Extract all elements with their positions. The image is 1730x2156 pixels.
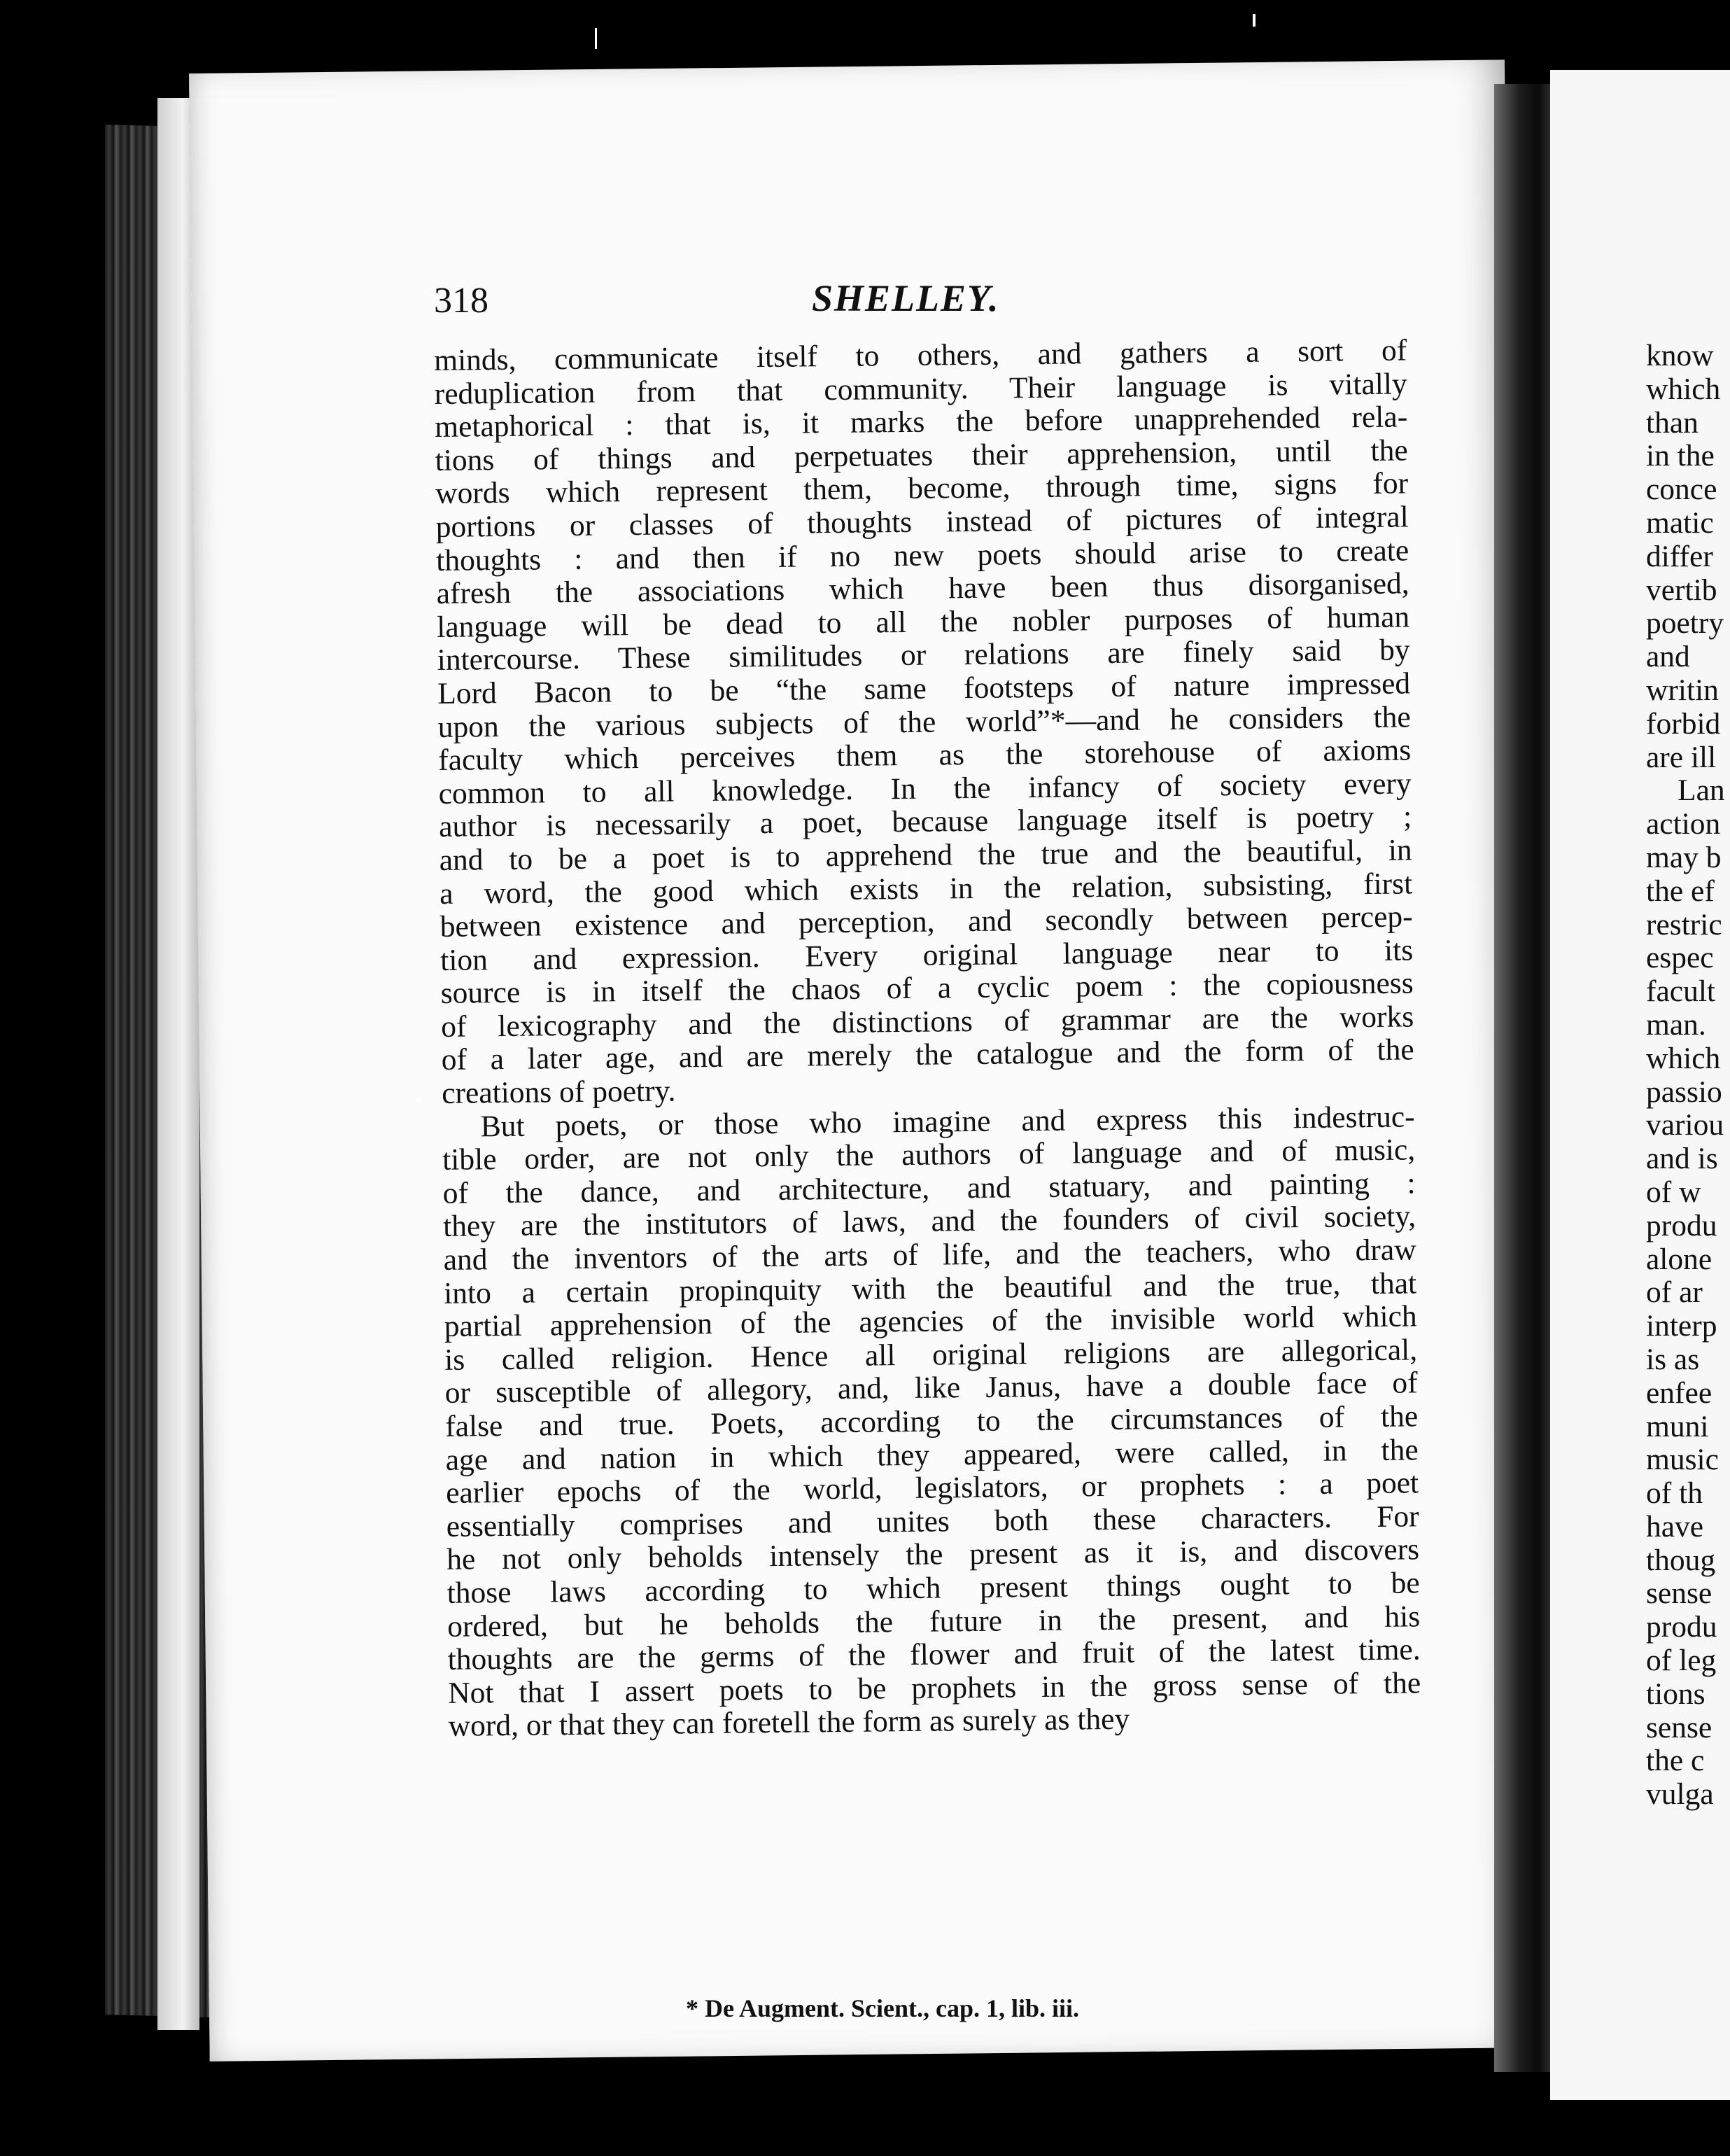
scan-speck (1253, 14, 1256, 27)
text-line: words which represent them, become, through time, signs for (435, 466, 1409, 511)
facing-page-line: of leg (1646, 1644, 1717, 1678)
text-line: tions of things and perpetuates their apprehension, until the (435, 433, 1408, 477)
facing-page-line: produ (1646, 1610, 1717, 1644)
facing-page-line: produ (1646, 1208, 1717, 1242)
facing-page-line: the ef (1646, 874, 1715, 908)
facing-page-line: interp (1646, 1309, 1717, 1343)
text-line: afresh the associations which have been thus disorganised, (436, 566, 1409, 611)
facing-page-line: passio (1646, 1074, 1722, 1109)
facing-page-line: in the (1646, 439, 1715, 473)
text-line: tion and expression. Every original language near to its (439, 933, 1414, 977)
scan-speck (595, 28, 597, 49)
facing-page-line: may b (1646, 840, 1722, 874)
text-line: Not that I assert poets to be prophets in the gross sense of the (447, 1666, 1421, 1710)
facing-page-line: sense (1646, 1576, 1713, 1611)
text-line: is called religion. Hence all original religions are allegorical, (444, 1333, 1418, 1377)
scan-speck (417, 1098, 421, 1102)
text-line: partial apprehension of the agencies of the invisible world which (444, 1299, 1417, 1344)
text-line: thoughts are the germs of the flower and fruit of the latest time. (447, 1632, 1421, 1677)
text-line: minds, communicate itself to others, and gathers a sort of (433, 333, 1407, 377)
facing-page-line: variou (1646, 1108, 1724, 1142)
facing-page-line: muni (1646, 1409, 1709, 1443)
text-line: those laws according to which present things ought to be (446, 1566, 1420, 1610)
text-line: reduplication from that community. Their language is vitally (434, 367, 1407, 411)
text-line: metaphorical : that is, it marks the before unapprehended rela- (434, 400, 1408, 444)
text-line: and the inventors of the arts of life, and the teachers, who draw (443, 1233, 1416, 1277)
facing-page-line: man. (1646, 1007, 1706, 1042)
facing-page-line: Lan (1678, 774, 1725, 808)
text-line: creations of poetry. (441, 1074, 676, 1111)
text-line: between existence and perception, and secondly between percep- (439, 899, 1413, 944)
text-line: age and nation in which they appeared, were called, in the (445, 1432, 1419, 1477)
text-line: they are the institutors of laws, and the founders of civil society, (442, 1199, 1416, 1244)
text-line: language will be dead to all the nobler purposes of human (436, 600, 1410, 644)
facing-page-text (1646, 340, 1730, 1812)
text-line: source is in itself the chaos of a cyclic poem : the copiousness (440, 966, 1414, 1011)
text-line: author is necessarily a poet, because language itself is poetry ; (438, 799, 1412, 844)
facing-page-line: alone (1646, 1242, 1713, 1276)
text-line: or susceptible of allegory, and, like Janus, have a double face of (444, 1366, 1418, 1410)
facing-page-line: thoug (1646, 1543, 1716, 1577)
text-line: essentially comprises and unites both these characters. For (446, 1499, 1419, 1544)
facing-page-line: and is (1646, 1142, 1718, 1176)
text-line: But poets, or those who imagine and express this indestruc- (480, 1100, 1415, 1144)
facing-page-line: of th (1646, 1476, 1703, 1511)
page-number: 318 (434, 281, 488, 321)
facing-page-line: sense (1646, 1710, 1713, 1744)
text-line: and to be a poet is to apprehend the true and the beautiful, in (439, 833, 1412, 877)
facing-page-line: is as (1646, 1342, 1700, 1376)
text-line: a word, the good which exists in the relation, subsisting, first (439, 866, 1413, 911)
facing-page-line: conce (1646, 472, 1717, 507)
text-line: of lexicography and the distinctions of grammar are the works (440, 1000, 1414, 1044)
running-head: SHELLEY. (812, 277, 1000, 319)
facing-page-line: differ (1646, 539, 1713, 573)
facing-page-line: than (1646, 405, 1699, 440)
facing-page-line: poetry (1646, 606, 1724, 640)
facing-page-line: of ar (1646, 1275, 1703, 1310)
text-line: Lord Bacon to be “the same footsteps of nature impressed (437, 666, 1411, 710)
facing-page-line: vulga (1646, 1777, 1714, 1812)
text-line: faculty which perceives them as the storehouse of axioms (437, 733, 1412, 778)
facing-page-line: forbid (1646, 706, 1721, 741)
text-line: ordered, but he beholds the future in the present, and his (446, 1599, 1421, 1644)
facing-page-line: music (1646, 1443, 1719, 1477)
book-gutter (1494, 84, 1557, 2072)
text-line: word, or that they can foretell the form as surely as they (448, 1702, 1130, 1744)
facing-page-line: action (1646, 807, 1721, 841)
text-line: tible order, are not only the authors of language and of music, (442, 1133, 1416, 1177)
facing-page-line: of w (1646, 1175, 1701, 1209)
facing-page-line: which (1646, 1041, 1721, 1075)
facing-page-line: restric (1646, 907, 1722, 941)
facing-page-line: espec (1646, 941, 1714, 975)
facing-page-line: and (1646, 640, 1690, 674)
text-line: he not only beholds intensely the present as it is, and discovers (446, 1532, 1420, 1577)
footnote: * De Augment. Scient., cap. 1, lib. iii. (686, 1994, 1080, 2022)
text-line: thoughts : and then if no new poets should arise to create (435, 533, 1409, 578)
page-header (434, 276, 1428, 332)
text-line: intercourse. These similitudes or relations are finely said by (437, 633, 1410, 678)
text-line: false and true. Poets, according to the circumstances of the (444, 1399, 1419, 1443)
facing-page-line: have (1646, 1509, 1704, 1544)
body-text (434, 334, 1421, 1743)
text-line: into a certain propinquity with the beautiful and the true, that (443, 1266, 1417, 1310)
text-line: upon the various subjects of the world”*—and he considers the (437, 699, 1411, 744)
facing-page-line: writin (1646, 673, 1719, 707)
facing-page-line: enfee (1646, 1376, 1713, 1410)
facing-page-line: matic (1646, 505, 1714, 540)
text-line: of a later age, and are merely the catalogue and the form of the (441, 1032, 1414, 1077)
text-line: portions or classes of thoughts instead of pictures of integral (435, 500, 1409, 544)
text-line: earlier epochs of the world, legislators, or prophets : a poet (445, 1466, 1419, 1511)
facing-page-line: facult (1646, 974, 1716, 1009)
text-line: of the dance, and architecture, and statuary, and painting : (442, 1166, 1416, 1210)
facing-page-line: tions (1646, 1676, 1706, 1711)
facing-page-line: know (1646, 340, 1714, 372)
facing-page-line: which (1646, 372, 1721, 406)
facing-page-line: vertib (1646, 573, 1717, 607)
text-line: common to all knowledge. In the infancy of society every (438, 766, 1412, 811)
facing-page-line: are ill (1646, 740, 1717, 774)
facing-page-line: the c (1646, 1744, 1705, 1778)
